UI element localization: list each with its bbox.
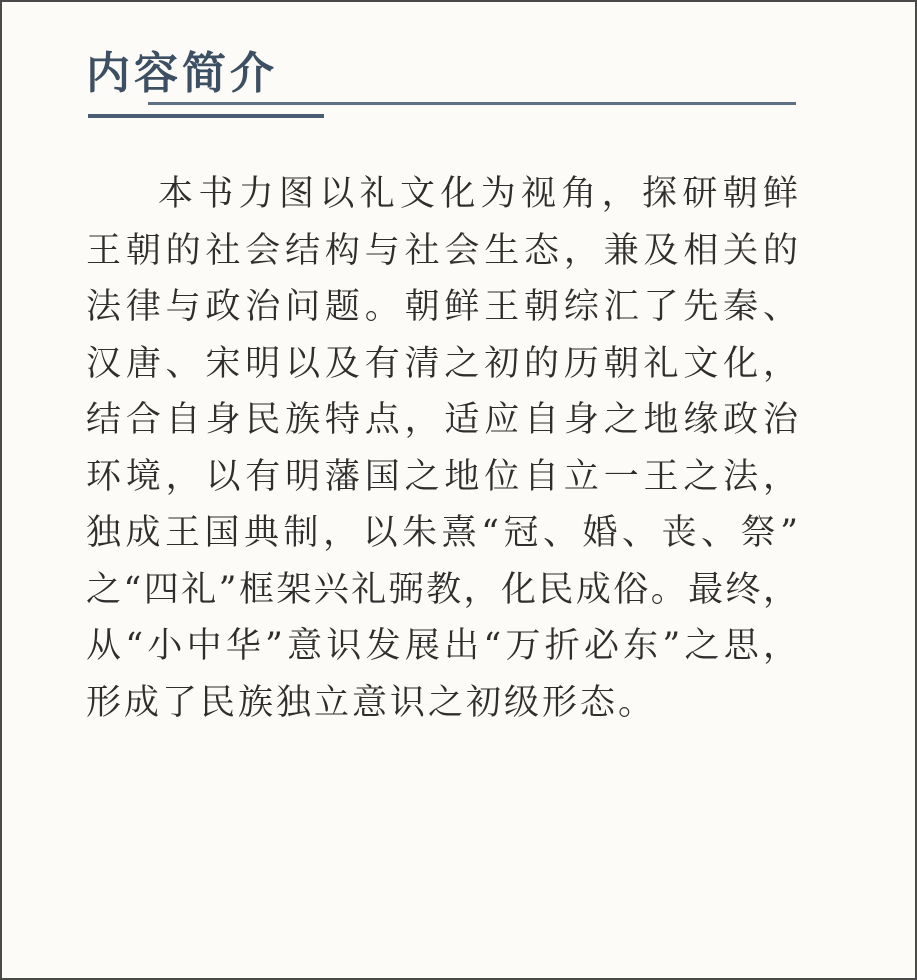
paragraph-line: 独成王国典制，以朱熹“冠、婚、丧、祭” bbox=[86, 513, 798, 553]
paragraph-line: 形成了民族独立意识之初级形态。 bbox=[86, 682, 657, 723]
paragraph-line: 结合自身民族特点，适应自身之地缘政治 bbox=[86, 400, 798, 440]
paragraph-line: 本书力图以礼文化为视角，探研朝鲜 bbox=[158, 174, 798, 214]
paragraph-line: 之“四礼”框架兴礼弼教，化民成俗。最终， bbox=[86, 569, 798, 610]
title-underline-long bbox=[148, 102, 796, 105]
paragraph-line: 汉唐、宋明以及有清之初的历朝礼文化， bbox=[86, 343, 798, 384]
paragraph-line: 环境，以有明藩国之地位自立一王之法， bbox=[86, 456, 798, 497]
paragraph-line: 法律与政治问题。朝鲜王朝综汇了先秦、 bbox=[86, 287, 798, 327]
synopsis-paragraph bbox=[86, 166, 798, 731]
paragraph-line: 从“小中华”意识发展出“万折必东”之思， bbox=[86, 626, 798, 666]
section-title: 内容简介 bbox=[86, 48, 278, 99]
paragraph-line: 王朝的社会结构与社会生态，兼及相关的 bbox=[86, 230, 798, 271]
title-underline-short bbox=[88, 114, 324, 118]
